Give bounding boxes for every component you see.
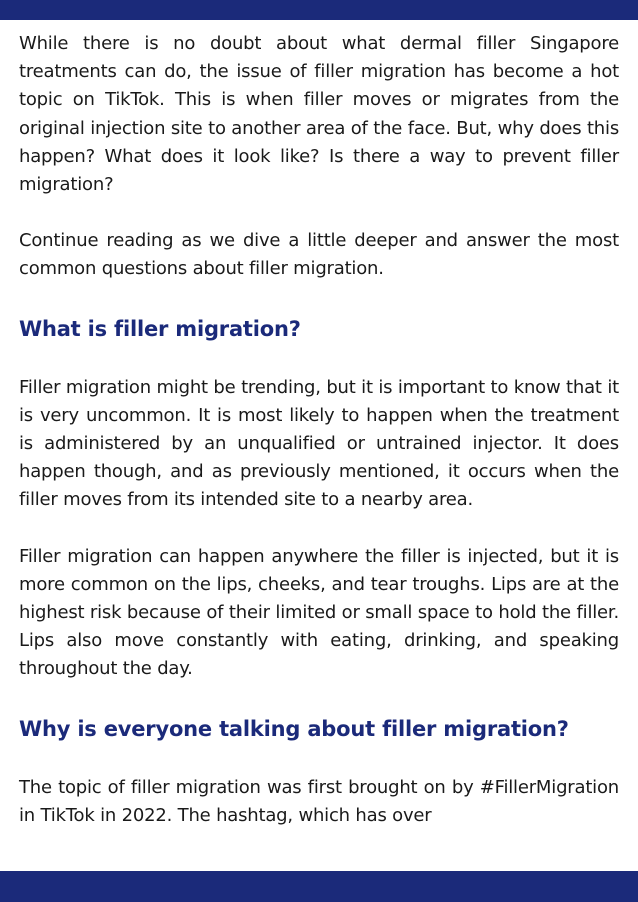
top-banner-bar bbox=[0, 0, 638, 20]
section1-paragraph-1: Filler migration might be trending, but it is important to know that it is very uncommon. It is most likely to happen when the treatment is administered by an unqualified or untrained injector. It does happen though, and as previously mentioned, it occurs when the filler moves from its intended site to a nearby area. bbox=[19, 376, 619, 511]
section1-paragraph-2: Filler migration can happen anywhere the filler is injected, but it is more common on the lips, cheeks, and tear troughs. Lips are at the highest risk because of their limited or small space to hold the filler. Lips also move constantly with eating, drinking, and speaking throughout the day. bbox=[19, 545, 619, 680]
intro-paragraph-1: While there is no doubt about what dermal filler Singapore treatments can do, the issue of filler migration has become a hot topic on TikTok. This is when filler moves or migrates from the original injection site to another area of the face. But, why does this happen? What does it look like? Is there a way to prevent filler migration? bbox=[19, 33, 619, 196]
section2-paragraph-1: The topic of filler migration was first brought on by #FillerMigration in TikTok in 2022. The hashtag, which has over bbox=[19, 776, 619, 826]
section-heading-what-is-filler-migration: What is filler migration? bbox=[19, 316, 301, 341]
article-body bbox=[19, 30, 619, 830]
section-heading-why-everyone-talking: Why is everyone talking about filler migration? bbox=[19, 716, 569, 741]
intro-paragraph-2: Continue reading as we dive a little deeper and answer the most common questions about filler migration. bbox=[19, 230, 619, 280]
bottom-banner-bar bbox=[0, 871, 638, 902]
